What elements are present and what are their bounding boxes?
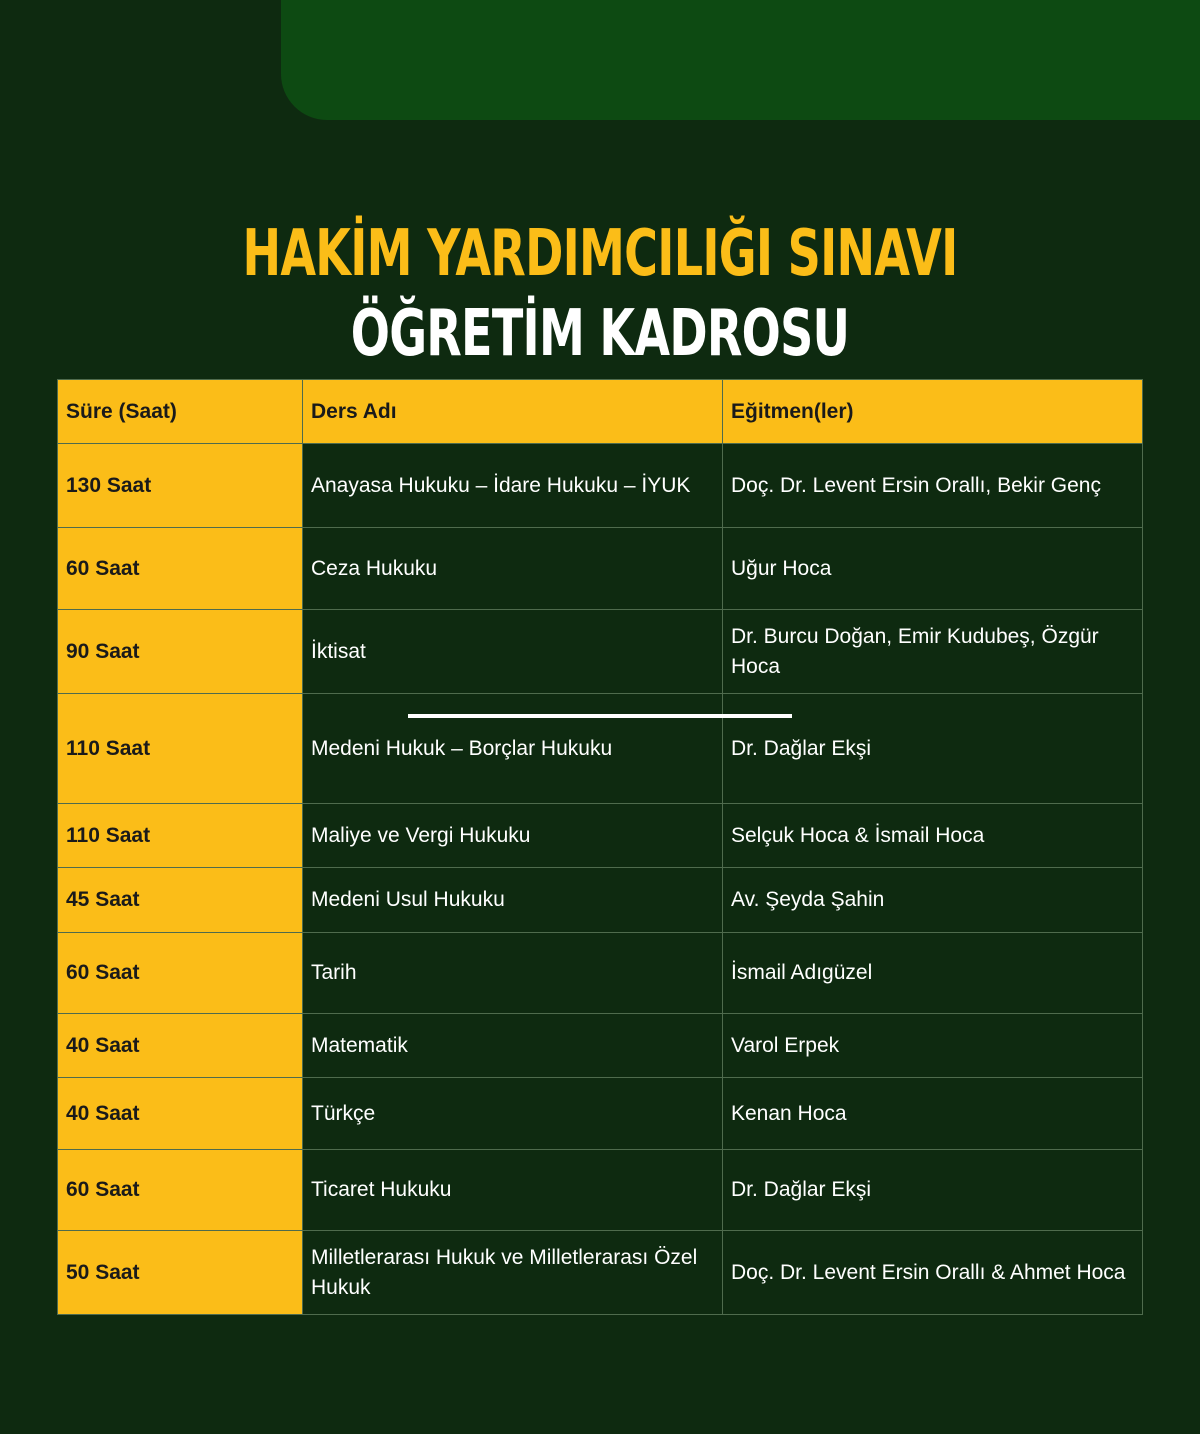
table-header-row [58, 380, 1143, 444]
duration-cell: 110 Saat [58, 804, 303, 868]
instructor-cell: Uğur Hoca [723, 528, 1143, 610]
instructor-cell: Dr. Dağlar Ekşi [723, 694, 1143, 804]
course-cell: Ceza Hukuku [303, 528, 723, 610]
corner-decoration [281, 0, 1200, 120]
duration-cell: 110 Saat [58, 694, 303, 804]
course-cell: İktisat [303, 610, 723, 694]
table-row [58, 933, 1143, 1014]
table-row [58, 804, 1143, 868]
page-subtitle: ÖĞRETİM KADROSU [350, 297, 850, 371]
instructor-cell: Doç. Dr. Levent Ersin Orallı & Ahmet Hoca [723, 1231, 1143, 1315]
table-row [58, 694, 1143, 804]
table-row [58, 528, 1143, 610]
page-title: HAKİM YARDIMCILIĞI SINAVI [242, 217, 958, 291]
course-cell: Matematik [303, 1014, 723, 1078]
header-course: Ders Adı [303, 380, 723, 444]
course-cell: Medeni Hukuk – Borçlar Hukuku [303, 694, 723, 804]
duration-cell: 50 Saat [58, 1231, 303, 1315]
schedule-table [57, 379, 1143, 1315]
course-cell: Maliye ve Vergi Hukuku [303, 804, 723, 868]
header-duration: Süre (Saat) [58, 380, 303, 444]
duration-cell: 60 Saat [58, 933, 303, 1014]
course-cell: Ticaret Hukuku [303, 1150, 723, 1231]
instructor-cell: Dr. Dağlar Ekşi [723, 1150, 1143, 1231]
table-row [58, 444, 1143, 528]
table-row [58, 868, 1143, 933]
duration-cell: 40 Saat [58, 1014, 303, 1078]
duration-cell: 60 Saat [58, 1150, 303, 1231]
duration-cell: 60 Saat [58, 528, 303, 610]
course-cell: Milletlerarası Hukuk ve Milletlerarası Özel Hukuk [303, 1231, 723, 1315]
duration-cell: 90 Saat [58, 610, 303, 694]
instructor-cell: Dr. Burcu Doğan, Emir Kudubeş, Özgür Hoca [723, 610, 1143, 694]
instructor-cell: Doç. Dr. Levent Ersin Orallı, Bekir Genç [723, 444, 1143, 528]
duration-cell: 130 Saat [58, 444, 303, 528]
table-row [58, 1014, 1143, 1078]
header-instructors: Eğitmen(ler) [723, 380, 1143, 444]
course-cell: Tarih [303, 933, 723, 1014]
table-row [58, 1150, 1143, 1231]
table-row [58, 1078, 1143, 1150]
instructor-cell: Kenan Hoca [723, 1078, 1143, 1150]
duration-cell: 45 Saat [58, 868, 303, 933]
instructor-cell: Varol Erpek [723, 1014, 1143, 1078]
course-cell: Türkçe [303, 1078, 723, 1150]
table-row [58, 1231, 1143, 1315]
instructor-cell: Av. Şeyda Şahin [723, 868, 1143, 933]
instructor-cell: İsmail Adıgüzel [723, 933, 1143, 1014]
course-cell: Anayasa Hukuku – İdare Hukuku – İYUK [303, 444, 723, 528]
duration-cell: 40 Saat [58, 1078, 303, 1150]
table-row [58, 610, 1143, 694]
course-cell: Medeni Usul Hukuku [303, 868, 723, 933]
divider-line [408, 714, 792, 718]
instructor-cell: Selçuk Hoca & İsmail Hoca [723, 804, 1143, 868]
